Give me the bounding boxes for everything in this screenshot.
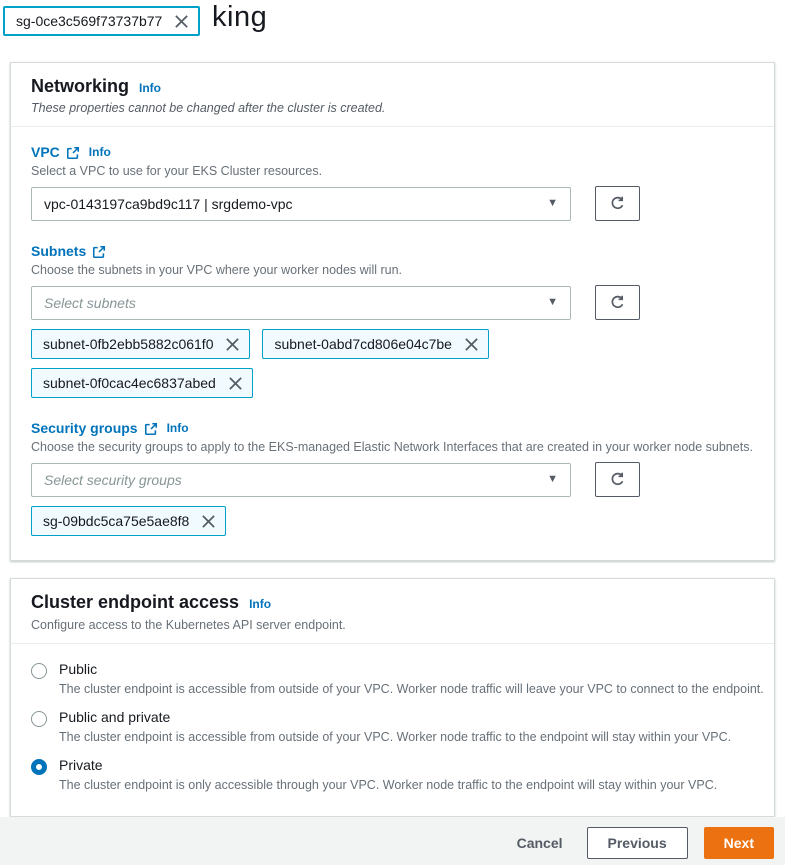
subnet-token-list — [31, 329, 551, 398]
security-groups-field-group — [31, 420, 754, 536]
security-groups-info-link[interactable]: Info — [166, 421, 189, 435]
radio-description: The cluster endpoint is accessible from outside of your VPC. Worker node traffic to the endpoint will stay within your VPC. — [59, 730, 732, 744]
networking-card-header — [11, 63, 774, 126]
subnet-token — [31, 329, 250, 359]
page-title-partial: king — [212, 1, 268, 33]
remove-token-icon[interactable] — [228, 376, 243, 391]
token-overlay — [0, 0, 208, 42]
endpoint-access-card — [10, 578, 775, 817]
security-groups-placeholder: Select security groups — [44, 471, 182, 488]
security-group-token — [31, 506, 226, 536]
vpc-selected-value: vpc-0143197ca9bd9c117 | srgdemo-vpc — [44, 195, 293, 212]
external-link-icon — [92, 245, 106, 259]
subnets-refresh-button[interactable] — [595, 285, 640, 320]
remove-token-icon[interactable] — [201, 514, 216, 529]
security-groups-label-link[interactable] — [31, 420, 158, 436]
cancel-button[interactable]: Cancel — [509, 828, 571, 858]
subnet-token — [31, 368, 253, 398]
security-groups-description: Choose the security groups to apply to the EKS-managed Elastic Network Interfaces that are created in your worker node subnets. — [31, 440, 753, 454]
security-groups-label: Security groups — [31, 420, 138, 436]
token-label: sg-09bdc5ca75e5ae8f8 — [43, 513, 190, 529]
radio-label: Public and private — [59, 709, 171, 725]
token-label: subnet-0f0cac4ec6837abed — [43, 375, 216, 391]
token-label: subnet-0fb2ebb5882c061f0 — [43, 336, 214, 352]
subnets-label-link[interactable] — [31, 243, 106, 259]
radio-option-private[interactable] — [31, 757, 754, 792]
radio-description: The cluster endpoint is only accessible through your VPC. Worker node traffic to the endpoint will stay within your VPC. — [59, 778, 718, 792]
vpc-field-group — [31, 144, 754, 221]
endpoint-info-link[interactable]: Info — [249, 597, 272, 611]
security-group-token-list — [31, 506, 551, 536]
subnets-label: Subnets — [31, 243, 87, 259]
subnet-token — [262, 329, 489, 359]
radio-button[interactable] — [31, 711, 47, 727]
page-header — [0, 0, 785, 62]
endpoint-card-header — [11, 579, 774, 643]
subnets-field-group — [31, 243, 754, 398]
networking-info-link[interactable]: Info — [139, 81, 162, 95]
remove-token-icon[interactable] — [464, 337, 479, 352]
endpoint-description: Configure access to the Kubernetes API server endpoint. — [31, 618, 346, 632]
remove-token-icon[interactable] — [225, 337, 240, 352]
vpc-label-link[interactable] — [31, 144, 80, 160]
remove-token-icon[interactable] — [174, 14, 189, 29]
wizard-footer — [0, 817, 785, 865]
selected-security-group-token — [3, 6, 200, 36]
chevron-down-icon: ▼ — [547, 296, 558, 308]
previous-button[interactable]: Previous — [587, 827, 688, 859]
networking-note: These properties cannot be changed after the cluster is created. — [31, 101, 386, 115]
vpc-select[interactable] — [31, 187, 571, 221]
vpc-description: Select a VPC to use for your EKS Cluster resources. — [31, 164, 323, 178]
vpc-info-link[interactable]: Info — [88, 145, 111, 159]
subnets-placeholder: Select subnets — [44, 294, 136, 311]
vpc-label: VPC — [31, 144, 60, 160]
chevron-down-icon: ▼ — [547, 473, 558, 485]
subnets-description: Choose the subnets in your VPC where your worker nodes will run. — [31, 263, 403, 277]
networking-title: Networking — [31, 76, 130, 96]
radio-label: Private — [59, 757, 103, 773]
radio-label: Public — [59, 661, 98, 677]
radio-button[interactable] — [31, 663, 47, 679]
security-groups-select[interactable] — [31, 463, 571, 497]
endpoint-title: Cluster endpoint access — [31, 592, 240, 612]
next-button[interactable]: Next — [704, 827, 774, 859]
subnets-select[interactable] — [31, 286, 571, 320]
token-label: subnet-0abd7cd806e04c7be — [274, 336, 452, 352]
security-groups-refresh-button[interactable] — [595, 462, 640, 497]
radio-option-public[interactable] — [31, 661, 764, 696]
vpc-refresh-button[interactable] — [595, 186, 640, 221]
external-link-icon — [144, 422, 158, 436]
radio-description: The cluster endpoint is accessible from outside of your VPC. Worker node traffic will leave your VPC to connect to the endpoint. — [59, 682, 764, 696]
radio-button[interactable] — [31, 759, 47, 775]
chevron-down-icon: ▼ — [547, 197, 558, 209]
radio-option-public-and-private[interactable] — [31, 709, 754, 744]
external-link-icon — [66, 146, 80, 160]
token-label: sg-0ce3c569f73737b77 — [16, 13, 163, 29]
networking-card — [10, 62, 775, 561]
